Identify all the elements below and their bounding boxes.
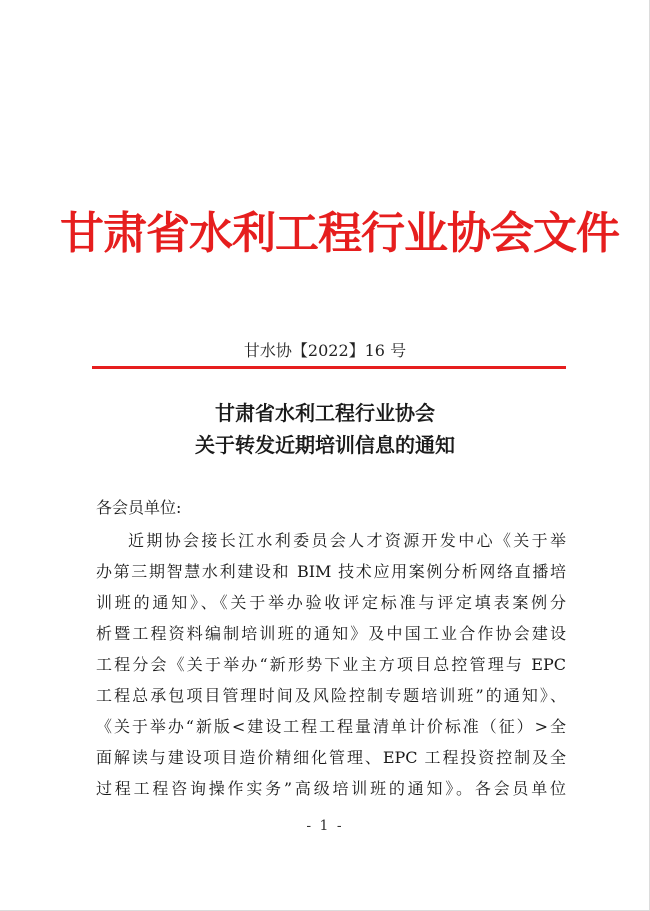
body-line: 训班的通知》、《关于举办验收评定标准与评定填表案例分 xyxy=(96,593,566,612)
page-number: - 1 - xyxy=(306,818,344,834)
red-divider-line xyxy=(92,366,566,369)
salutation: 各会员单位: xyxy=(96,498,182,517)
body-line: 工程总承包项目管理时间及风险控制专题培训班”的通知》、 xyxy=(96,686,566,705)
body-line: 工程分会《关于举办“新形势下业主方项目总控管理与 EPC xyxy=(96,655,566,674)
notice-title-line-1: 甘肃省水利工程行业协会 xyxy=(215,401,435,425)
notice-title-line-2: 关于转发近期培训信息的通知 xyxy=(195,433,455,457)
body-line: 办第三期智慧水利建设和 BIM 技术应用案例分析网络直播培 xyxy=(96,562,566,581)
org-header-title: 甘肃省水利工程行业协会文件 xyxy=(60,208,619,259)
body-line: 析暨工程资料编制培训班的通知》及中国工业合作协会建设 xyxy=(96,624,566,643)
body-line: 面解读与建设项目造价精细化管理、EPC 工程投资控制及全 xyxy=(96,748,566,767)
body-line: 过程工程咨询操作实务”高级培训班的通知》。各会员单位 xyxy=(96,779,566,798)
body-line: 近期协会接长江水利委员会人才资源开发中心《关于举 xyxy=(128,531,566,550)
body-line: 《关于举办“新版<建设工程工程量清单计价标准（征）>全 xyxy=(96,717,566,736)
body-paragraph xyxy=(96,525,566,804)
document-number: 甘水协【2022】16 号 xyxy=(243,341,407,360)
